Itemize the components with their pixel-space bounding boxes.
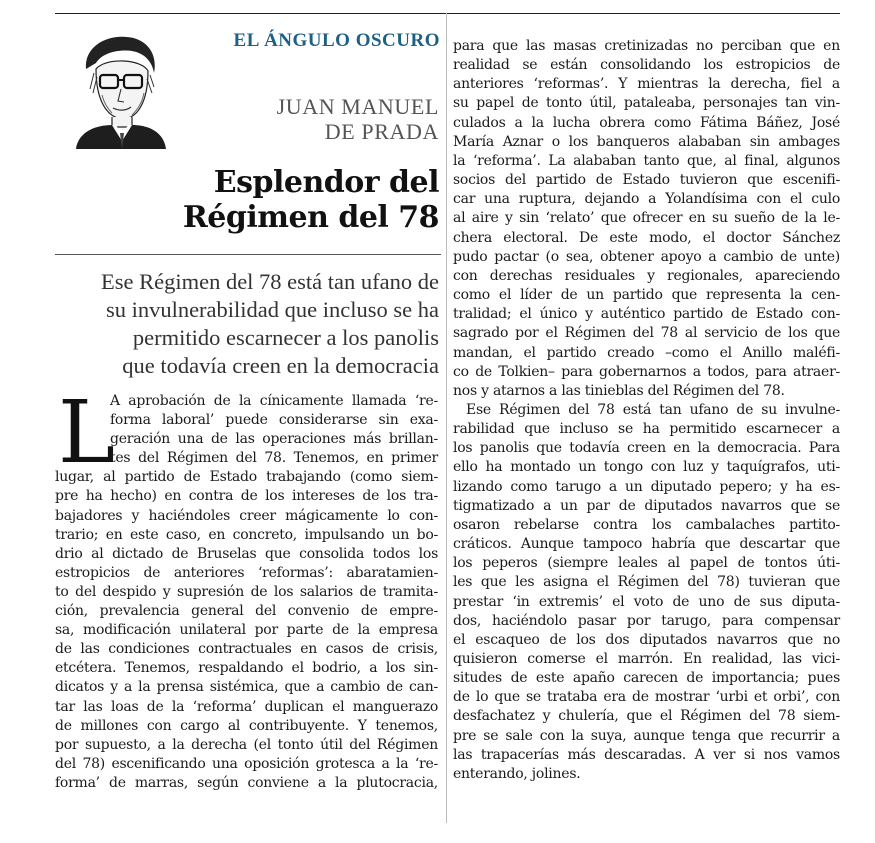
body-line: los panolis que todavía creen en la democracia. Para bbox=[453, 440, 840, 457]
section-title: EL ÁNGULO OSCURO bbox=[233, 30, 440, 51]
deck-line: que todavía creen en la democracia bbox=[122, 353, 439, 378]
body-line: dos, haciéndolo pasar por tarugo, para compensar bbox=[453, 612, 840, 629]
deck-line: permitido escarnecer a los panolis bbox=[132, 325, 439, 350]
body-line: mandan, el partido creado –como el Anillo maléfi- bbox=[453, 344, 840, 361]
body-line: María Aznar o los banqueros alababan sin ambages bbox=[453, 133, 840, 150]
body-line: quisieron comerse el marrón. En realidad, las vici- bbox=[453, 651, 840, 667]
body-line: desfachatez y chulería, que el Régimen del 78 siem- bbox=[453, 708, 840, 725]
body-line: de lo que se trataba era de mostrar ‘urbi et orbi’, con bbox=[453, 689, 840, 706]
body-line: Ese Régimen del 78 está tan ufano de su invulne- bbox=[466, 401, 840, 418]
body-line: chera electoral. De este modo, el doctor Sánchez bbox=[453, 229, 840, 246]
body-line: cráticos. Aunque tampoco habría que descartar que bbox=[453, 536, 840, 553]
body-line: de las condiciones contractuales en casos de crisis, bbox=[55, 641, 438, 658]
drop-cap: L bbox=[58, 383, 116, 483]
body-line: del 78) escenificando una oposición grotesca a la ‘re- bbox=[55, 755, 438, 772]
deck-subtitle bbox=[59, 268, 439, 380]
body-line: por supuesto, a la derecha (el tonto útil del Régimen bbox=[55, 736, 438, 753]
body-line: situdes de este apaño carecen de importancia; pues bbox=[453, 670, 840, 687]
author-portrait bbox=[66, 29, 174, 149]
author-name bbox=[277, 94, 439, 144]
body-line: forma’ de marras, según conviene a la plutocracia, bbox=[55, 774, 438, 791]
body-line: enterando, jolines. bbox=[453, 765, 581, 782]
body-line: rabilidad que incluso se ha permitido escarnecer a bbox=[453, 421, 840, 438]
body-line: prestar ‘in extremis’ el voto de uno de sus diputa- bbox=[453, 593, 840, 610]
body-line: ello ha montado un tongo con luz y taquígrafos, uti- bbox=[453, 459, 840, 476]
body-line: sagrado por el Régimen del 78 al servicio de los que bbox=[453, 325, 840, 342]
headline bbox=[183, 165, 439, 235]
body-line: su papel de tonto útil, pataleaba, personajes tan vin- bbox=[453, 95, 840, 112]
body-line: lizando como tarugo a un diputado pepero; y ha es- bbox=[453, 478, 840, 495]
body-line: al aire y sin ‘relato’ que ofrecer en su sueño de la le- bbox=[453, 210, 840, 227]
column-divider bbox=[446, 13, 447, 823]
body-line: les que les asigna el Régimen del 78) tuvieran que bbox=[453, 574, 840, 591]
body-line: como el líder de un partido que representa la cen- bbox=[453, 287, 840, 304]
body-line: ción, prevalencia general del convenio de empre- bbox=[55, 603, 438, 620]
body-line: osaron rebelarse contra los cambalaches partito- bbox=[453, 516, 840, 533]
body-line: los peperos (siempre leales al papel de tontos úti- bbox=[453, 555, 840, 572]
body-line: las trapacerías más descaradas. A ver si nos vamos bbox=[453, 746, 840, 763]
body-line: geración una de las operaciones más brillan- bbox=[110, 431, 438, 448]
author-name-line2: DE PRADA bbox=[324, 119, 439, 144]
body-line: culados a la lucha obrera como Fátima Báñez, José bbox=[453, 114, 840, 131]
headline-line1: Esplendor del bbox=[213, 165, 439, 200]
body-line: tigmatizado a un par de diputados navarros que se bbox=[453, 497, 840, 514]
body-line: dicatos y a la prensa sistémica, que a cambio de can- bbox=[55, 679, 438, 696]
deck-line: su invulnerabilidad que incluso se ha bbox=[105, 297, 439, 322]
author-name-line1: JUAN MANUEL bbox=[276, 94, 439, 119]
body-line: lugar, al partido de Estado trabajando (como siem- bbox=[55, 469, 438, 486]
body-line: co de Tolkien– para gobernarnos a todos, para atraer- bbox=[453, 363, 840, 380]
deck-line: Ese Régimen del 78 está tan ufano de bbox=[100, 269, 439, 294]
body-line: el escaqueo de los dos diputados navarros que no bbox=[453, 631, 840, 648]
body-line: tralidad; el único y auténtico partido de Estado con- bbox=[453, 306, 840, 323]
body-line: nos y atarnos a las tinieblas del Régimen del 78. bbox=[453, 382, 785, 399]
body-line: car una ruptura, dejando a Yolandísima con el culo bbox=[453, 191, 840, 208]
body-line: socios del partido de Estado tuvieron que escenifi- bbox=[453, 172, 840, 189]
body-line: pudo pactar (o sea, obtener apoyo a cambio de unte) bbox=[453, 248, 840, 265]
body-line: A aprobación de la cínicamente llamada ‘re- bbox=[110, 393, 438, 409]
body-line: trario; en este caso, en concreto, impulsando un bo- bbox=[55, 526, 438, 543]
body-line: anteriores ‘reformas’. Y mientras la derecha, fiel a bbox=[453, 76, 840, 93]
body-line: sa, modificación unilateral por parte de la empresa bbox=[55, 622, 438, 639]
body-column-left bbox=[55, 383, 438, 793]
body-line: para que las masas cretinizadas no perciban que en bbox=[453, 38, 840, 54]
body-line: forma laboral’ puede considerarse sin exa- bbox=[110, 412, 438, 429]
top-rule bbox=[55, 13, 840, 14]
body-line: con derechas residuales y regionales, apareciendo bbox=[453, 267, 840, 284]
body-line: pre ha hecho) en contra de los intereses de los tra- bbox=[55, 488, 438, 505]
body-line: etcétera. Tenemos, respaldando el bodrio, a los sin- bbox=[55, 660, 438, 677]
body-column-right bbox=[453, 37, 840, 784]
headline-rule bbox=[55, 254, 441, 255]
body-line: realidad se están consolidando los estropicios de bbox=[453, 57, 840, 74]
body-line: pre se sale con la suya, aunque tenga que recurrir a bbox=[453, 727, 840, 744]
body-line: drio al dictado de Bruselas que consolida todos los bbox=[55, 545, 438, 562]
headline-line2: Régimen del 78 bbox=[182, 200, 439, 235]
body-line: estropicios de anteriores ‘reformas’: abaratamien- bbox=[55, 564, 438, 581]
body-line: tar las loas de la ‘reforma’ duplican el manguerazo bbox=[55, 698, 438, 715]
body-line: tes del Régimen del 78. Tenemos, en primer bbox=[110, 450, 438, 467]
body-line: bajadores y haciéndoles creer mágicamente lo con- bbox=[55, 507, 438, 524]
body-line: la ‘reforma’. La alababan tanto que, al final, algunos bbox=[453, 152, 840, 169]
body-line: de millones con cargo al contribuyente. Y tenemos, bbox=[55, 717, 438, 734]
body-line: to del despido y supresión de los salarios de tramita- bbox=[55, 583, 438, 600]
